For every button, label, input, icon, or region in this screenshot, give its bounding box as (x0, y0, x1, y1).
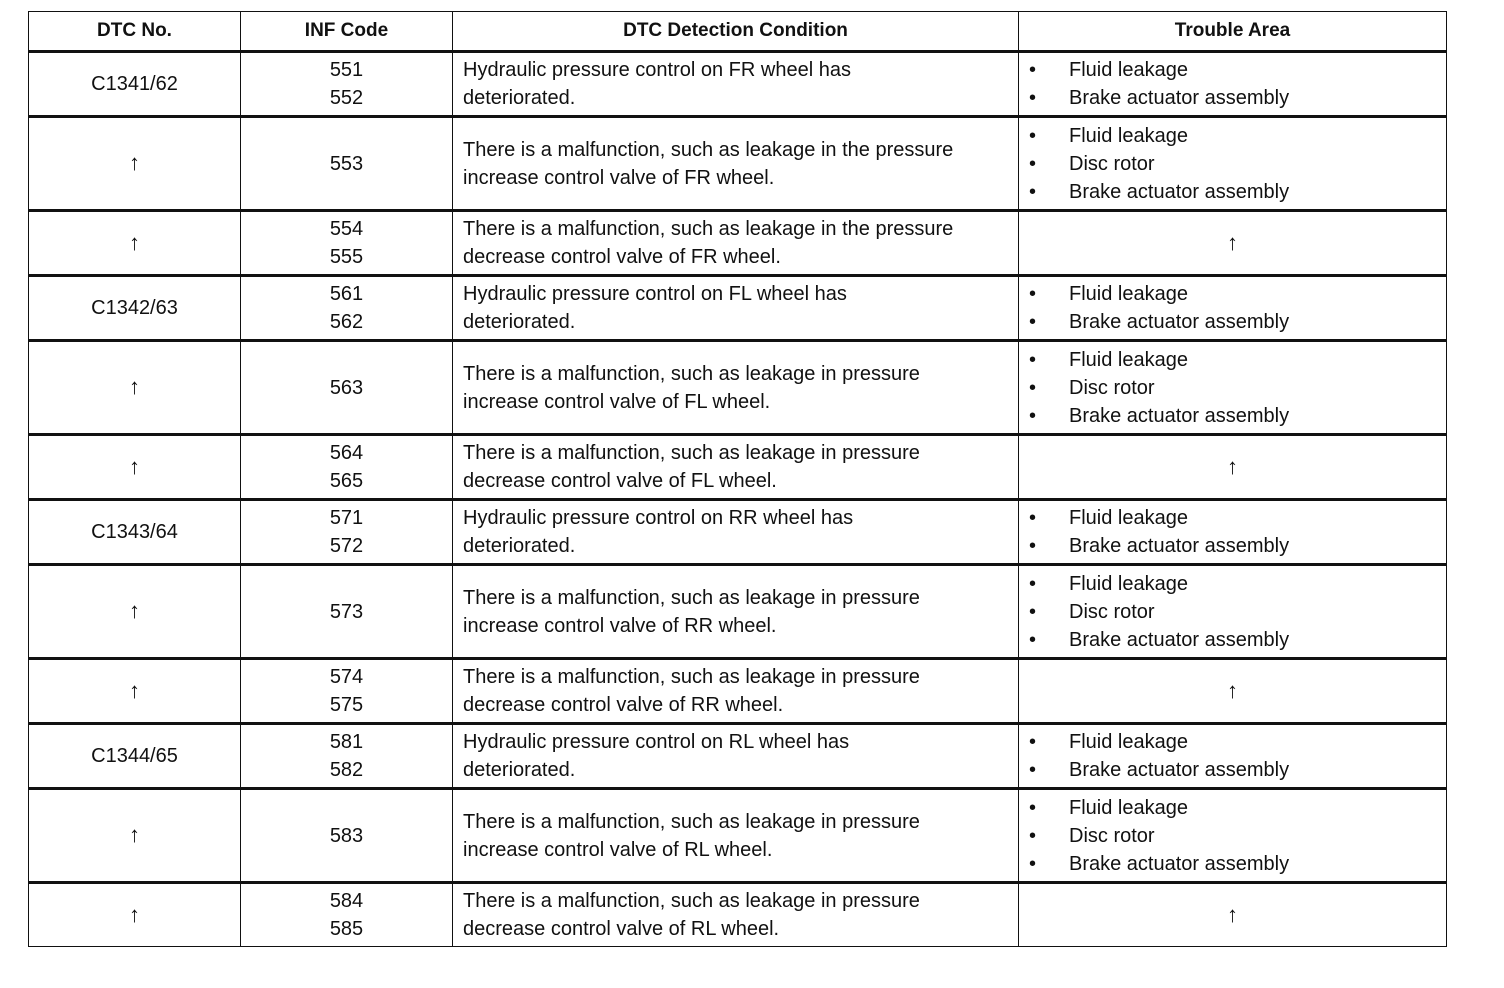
inf-code-cell (241, 789, 453, 883)
trouble-area-list (1019, 56, 1446, 112)
bullet-icon: • (1029, 824, 1037, 847)
condition-text-line: There is a malfunction, such as leakage in pressure (463, 890, 920, 912)
inf-code: 583 (329, 824, 364, 847)
trouble-area-text: Brake actuator assembly (1069, 628, 1290, 651)
trouble-area-text: Fluid leakage (1069, 59, 1188, 81)
condition-text-line: decrease control valve of RL wheel. (463, 918, 780, 940)
header-detection-condition: DTC Detection Condition (453, 12, 1019, 52)
same-as-above-arrow: ↑ (129, 598, 140, 623)
trouble-area-list (1019, 794, 1446, 878)
list-item (1019, 504, 1446, 532)
trouble-area-cell (1019, 883, 1447, 947)
trouble-area-text: Fluid leakage (1069, 124, 1188, 147)
list-item (1019, 822, 1446, 850)
dtc-no-cell (29, 789, 241, 883)
trouble-area-text: Disc rotor (1069, 600, 1155, 623)
trouble-area-list (1019, 504, 1446, 560)
detection-condition-cell (453, 883, 1019, 947)
inf-code-cell (241, 435, 453, 500)
inf-code-cell (241, 211, 453, 276)
inf-code-cell (241, 724, 453, 789)
dtc-no-cell (29, 276, 241, 341)
condition-text-line: decrease control valve of FR wheel. (463, 246, 781, 268)
condition-text-line: decrease control valve of RR wheel. (463, 694, 784, 716)
table-row (29, 52, 1447, 117)
trouble-area-text: Fluid leakage (1069, 283, 1188, 305)
bullet-icon: • (1029, 152, 1037, 175)
trouble-area-list (1019, 346, 1446, 430)
bullet-icon: • (1029, 796, 1037, 819)
condition-text-line: Hydraulic pressure control on RR wheel has (463, 507, 854, 529)
trouble-area-cell (1019, 789, 1447, 883)
detection-condition-cell (453, 565, 1019, 659)
dtc-no-cell (29, 883, 241, 947)
dtc-code: C1342/63 (91, 297, 178, 319)
same-as-above-arrow: ↑ (1227, 901, 1238, 927)
condition-text-line: There is a malfunction, such as leakage in pressure (463, 666, 920, 688)
inf-code: 564 (329, 442, 364, 464)
trouble-area-text: Brake actuator assembly (1069, 852, 1290, 875)
bullet-icon: • (1029, 376, 1037, 399)
trouble-area-cell (1019, 117, 1447, 211)
table-row (29, 500, 1447, 565)
dtc-no-cell (29, 500, 241, 565)
trouble-area-cell (1019, 276, 1447, 341)
list-item (1019, 308, 1446, 336)
condition-text-line: increase control valve of RR wheel. (463, 614, 777, 637)
trouble-area-cell (1019, 500, 1447, 565)
condition-text-line: deteriorated. (463, 759, 576, 781)
list-item (1019, 570, 1446, 598)
detection-condition-cell (453, 659, 1019, 724)
same-as-above-arrow: ↑ (1227, 677, 1238, 703)
inf-code: 573 (329, 600, 364, 623)
table-row (29, 341, 1447, 435)
trouble-area-text: Brake actuator assembly (1069, 180, 1290, 203)
list-item (1019, 150, 1446, 178)
same-as-above-arrow: ↑ (1227, 453, 1238, 479)
trouble-area-text: Fluid leakage (1069, 507, 1188, 529)
detection-condition-cell (453, 341, 1019, 435)
detection-condition-cell (453, 211, 1019, 276)
same-as-above-arrow: ↑ (129, 150, 140, 175)
inf-code-cell (241, 52, 453, 117)
bullet-icon: • (1029, 628, 1037, 651)
bullet-icon: • (1029, 852, 1037, 875)
trouble-area-text: Fluid leakage (1069, 572, 1188, 595)
list-item (1019, 794, 1446, 822)
detection-condition-cell (453, 789, 1019, 883)
dtc-no-cell (29, 435, 241, 500)
bullet-icon: • (1029, 348, 1037, 371)
trouble-area-list (1019, 570, 1446, 654)
inf-code: 562 (329, 311, 364, 333)
bullet-icon: • (1029, 759, 1037, 781)
header-inf-code: INF Code (241, 12, 453, 52)
trouble-area-text: Fluid leakage (1069, 796, 1188, 819)
trouble-area-text: Brake actuator assembly (1069, 759, 1290, 781)
condition-text-line: There is a malfunction, such as leakage in pressure (463, 810, 920, 833)
list-item (1019, 56, 1446, 84)
condition-text-line: There is a malfunction, such as leakage in pressure (463, 586, 920, 609)
condition-text-line: There is a malfunction, such as leakage in pressure (463, 442, 920, 464)
list-item (1019, 84, 1446, 112)
trouble-area-text: Fluid leakage (1069, 348, 1188, 371)
same-as-above-arrow: ↑ (129, 822, 140, 847)
inf-code: 563 (329, 376, 364, 399)
detection-condition-cell (453, 435, 1019, 500)
same-as-above-arrow: ↑ (1227, 229, 1238, 255)
trouble-area-text: Disc rotor (1069, 152, 1155, 175)
table-row (29, 659, 1447, 724)
table-row (29, 565, 1447, 659)
condition-text-line: deteriorated. (463, 87, 576, 109)
inf-code: 571 (329, 507, 364, 529)
condition-text-line: deteriorated. (463, 311, 576, 333)
inf-code: 572 (329, 535, 364, 557)
detection-condition-cell (453, 276, 1019, 341)
trouble-area-list (1019, 728, 1446, 784)
dtc-code: C1341/62 (91, 73, 178, 95)
same-as-above-arrow: ↑ (129, 453, 140, 479)
trouble-area-cell (1019, 341, 1447, 435)
inf-code: 553 (329, 152, 364, 175)
list-item (1019, 626, 1446, 654)
list-item (1019, 532, 1446, 560)
condition-text-line: increase control valve of FR wheel. (463, 166, 775, 189)
trouble-area-cell (1019, 211, 1447, 276)
inf-code: 584 (329, 890, 364, 912)
inf-code-cell (241, 883, 453, 947)
trouble-area-list (1019, 280, 1446, 336)
list-item (1019, 402, 1446, 430)
trouble-area-text: Brake actuator assembly (1069, 404, 1290, 427)
bullet-icon: • (1029, 124, 1037, 147)
detection-condition-cell (453, 724, 1019, 789)
inf-code-cell (241, 659, 453, 724)
inf-code-cell (241, 341, 453, 435)
condition-text-line: deteriorated. (463, 535, 576, 557)
trouble-area-cell (1019, 435, 1447, 500)
trouble-area-text: Disc rotor (1069, 824, 1155, 847)
condition-text-line: There is a malfunction, such as leakage in the pressure (463, 218, 954, 240)
dtc-no-cell (29, 52, 241, 117)
trouble-area-cell (1019, 565, 1447, 659)
trouble-area-text: Brake actuator assembly (1069, 87, 1290, 109)
bullet-icon: • (1029, 87, 1037, 109)
list-item (1019, 756, 1446, 784)
list-item (1019, 850, 1446, 878)
trouble-area-list (1019, 122, 1446, 206)
inf-code: 585 (329, 918, 364, 940)
bullet-icon: • (1029, 59, 1037, 81)
detection-condition-cell (453, 52, 1019, 117)
dtc-no-cell (29, 565, 241, 659)
trouble-area-cell (1019, 659, 1447, 724)
list-item (1019, 598, 1446, 626)
inf-code: 561 (329, 283, 364, 305)
table-header-row (29, 12, 1447, 52)
dtc-no-cell (29, 724, 241, 789)
table-body (29, 52, 1447, 947)
condition-text-line: increase control valve of FL wheel. (463, 390, 771, 413)
same-as-above-arrow: ↑ (129, 374, 140, 399)
bullet-icon: • (1029, 311, 1037, 333)
table-row (29, 435, 1447, 500)
condition-text-line: Hydraulic pressure control on FR wheel has (463, 59, 851, 81)
inf-code-cell (241, 117, 453, 211)
dtc-code: C1344/65 (91, 745, 178, 767)
inf-code: 575 (329, 694, 364, 716)
bullet-icon: • (1029, 731, 1037, 753)
dtc-code: C1343/64 (91, 521, 178, 543)
dtc-no-cell (29, 211, 241, 276)
detection-condition-cell (453, 117, 1019, 211)
list-item (1019, 374, 1446, 402)
dtc-table (28, 11, 1447, 947)
inf-code: 554 (329, 218, 364, 240)
dtc-no-cell (29, 341, 241, 435)
list-item (1019, 728, 1446, 756)
bullet-icon: • (1029, 180, 1037, 203)
bullet-icon: • (1029, 283, 1037, 305)
same-as-above-arrow: ↑ (129, 901, 140, 927)
list-item (1019, 178, 1446, 206)
inf-code: 574 (329, 666, 364, 688)
trouble-area-cell (1019, 52, 1447, 117)
bullet-icon: • (1029, 535, 1037, 557)
table-row (29, 789, 1447, 883)
inf-code-cell (241, 565, 453, 659)
dtc-no-cell (29, 659, 241, 724)
list-item (1019, 280, 1446, 308)
list-item (1019, 122, 1446, 150)
same-as-above-arrow: ↑ (129, 677, 140, 703)
table-row (29, 276, 1447, 341)
inf-code: 582 (329, 759, 364, 781)
same-as-above-arrow: ↑ (129, 229, 140, 255)
bullet-icon: • (1029, 572, 1037, 595)
header-trouble-area: Trouble Area (1019, 12, 1447, 52)
trouble-area-text: Fluid leakage (1069, 731, 1188, 753)
bullet-icon: • (1029, 600, 1037, 623)
inf-code-cell (241, 276, 453, 341)
condition-text-line: Hydraulic pressure control on RL wheel has (463, 731, 850, 753)
inf-code: 555 (329, 246, 364, 268)
trouble-area-text: Brake actuator assembly (1069, 535, 1290, 557)
trouble-area-text: Disc rotor (1069, 376, 1155, 399)
trouble-area-cell (1019, 724, 1447, 789)
detection-condition-cell (453, 500, 1019, 565)
bullet-icon: • (1029, 507, 1037, 529)
table-row (29, 883, 1447, 947)
condition-text-line: Hydraulic pressure control on FL wheel has (463, 283, 847, 305)
trouble-area-text: Brake actuator assembly (1069, 311, 1290, 333)
inf-code: 552 (329, 87, 364, 109)
inf-code: 565 (329, 470, 364, 492)
dtc-no-cell (29, 117, 241, 211)
condition-text-line: decrease control valve of FL wheel. (463, 470, 777, 492)
condition-text-line: There is a malfunction, such as leakage in pressure (463, 362, 920, 385)
inf-code: 581 (329, 731, 364, 753)
list-item (1019, 346, 1446, 374)
inf-code-cell (241, 500, 453, 565)
condition-text-line: increase control valve of RL wheel. (463, 838, 773, 861)
inf-code: 551 (329, 59, 364, 81)
condition-text-line: There is a malfunction, such as leakage in the pressure (463, 138, 954, 161)
header-dtc-no: DTC No. (29, 12, 241, 52)
table-row (29, 211, 1447, 276)
bullet-icon: • (1029, 404, 1037, 427)
table-row (29, 117, 1447, 211)
table-row (29, 724, 1447, 789)
